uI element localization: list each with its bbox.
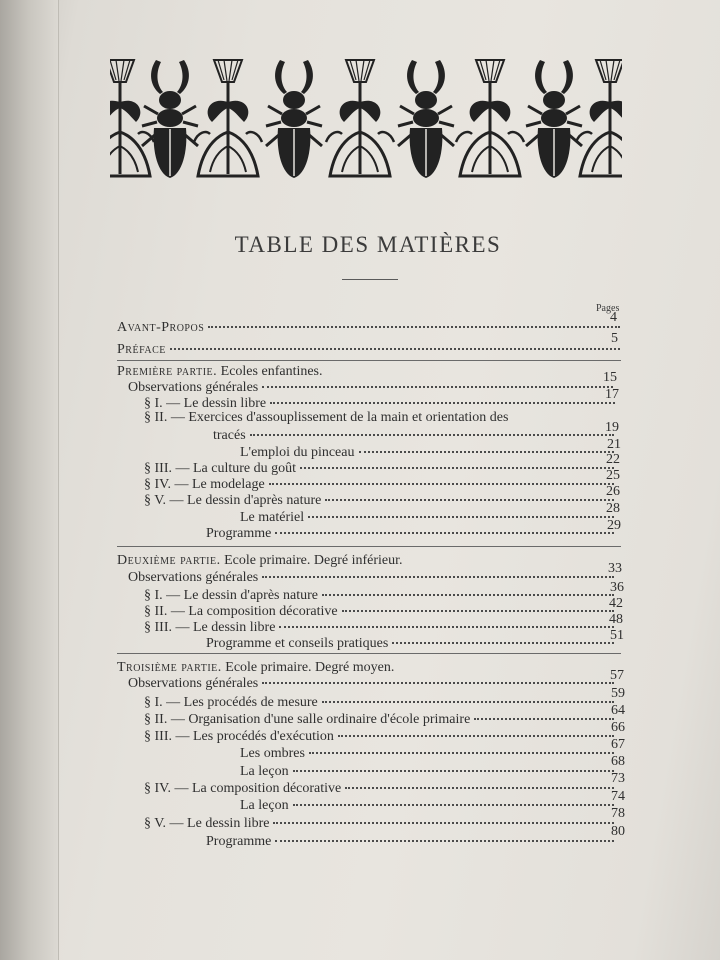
toc-entry-label: Observations générales [128, 676, 259, 691]
toc-entry-page: 29 [607, 518, 621, 533]
toc-entry[interactable] [240, 764, 618, 781]
toc-entry-label: § V. — Le dessin d'après nature [144, 493, 322, 508]
toc-entry-page: 22 [606, 452, 620, 467]
leader-dots [208, 326, 620, 328]
leader-dots [250, 434, 614, 436]
leader-dots [325, 499, 614, 501]
toc-entry-page: 57 [610, 668, 624, 683]
toc-entry[interactable] [213, 428, 618, 445]
toc-entry[interactable] [117, 342, 624, 359]
part-heading [117, 660, 394, 676]
leader-dots [273, 822, 614, 824]
toc-entry-page: 36 [610, 580, 624, 595]
toc-entry[interactable] [240, 798, 618, 815]
leader-dots [262, 576, 614, 578]
toc-entry-label: § I. — Le dessin d'après nature [144, 588, 318, 603]
toc-entry-label: Programme et conseils pratiques [206, 636, 389, 651]
part-subtitle: Ecole primaire. Degré inférieur. [224, 553, 403, 568]
part-subtitle: Ecoles enfantines. [220, 364, 323, 379]
section-divider [117, 360, 621, 361]
toc-entry-label: § I. — Les procédés de mesure [144, 695, 318, 710]
toc-entry-label: § II. — Exercices d'assouplissement de la main et orientation des [144, 410, 509, 425]
toc-entry[interactable] [240, 746, 618, 763]
toc-entry-page: 59 [611, 686, 625, 701]
leader-dots [293, 804, 614, 806]
leader-dots [322, 701, 614, 703]
toc-entry-label: § IV. — La composition décorative [144, 781, 342, 796]
toc-entry-label: Avant-Propos [117, 320, 205, 335]
toc-entry-label: § I. — Le dessin libre [144, 396, 267, 411]
toc-entry-page: 48 [609, 612, 623, 627]
leader-dots [338, 735, 614, 737]
part-heading [117, 364, 323, 380]
part-heading [117, 553, 403, 569]
toc-entry-label: § III. — Le dessin libre [144, 620, 276, 635]
toc-entry-label: § II. — Organisation d'une salle ordinaire d'école primaire [144, 712, 471, 727]
leader-dots [262, 682, 614, 684]
toc-entry[interactable] [144, 729, 618, 746]
part-name: Première partie. [117, 364, 218, 379]
leader-dots [270, 402, 615, 404]
toc-entry-label: Les ombres [240, 746, 305, 761]
toc-entry-page: 42 [609, 596, 623, 611]
leader-dots [262, 386, 613, 388]
toc-entry[interactable] [144, 781, 618, 798]
toc-entry-page: 73 [611, 771, 625, 786]
leader-dots [308, 516, 614, 518]
toc-entry-label: § II. — La composition décorative [144, 604, 338, 619]
toc-entry[interactable] [144, 712, 618, 729]
toc-entry-label: § III. — La culture du goût [144, 461, 297, 476]
leader-dots [392, 642, 614, 644]
toc-entry-page: 68 [611, 754, 625, 769]
toc-entry[interactable] [206, 636, 618, 653]
toc-entry[interactable] [206, 526, 618, 543]
toc-entry-label: Observations générales [128, 570, 259, 585]
part-name: Deuxième partie. [117, 553, 221, 568]
toc-entry-page: 66 [611, 720, 625, 735]
toc-entry-page: 74 [611, 789, 625, 804]
toc-entry-page: 25 [606, 468, 620, 483]
toc-entry[interactable] [240, 445, 618, 462]
toc-entry-page: 17 [605, 387, 619, 402]
toc-entry[interactable] [128, 570, 618, 587]
toc-entry[interactable] [128, 380, 617, 397]
toc-entry-label: tracés [213, 428, 246, 443]
toc-entry-label: L'emploi du pinceau [240, 445, 355, 460]
leader-dots [300, 467, 614, 469]
toc-entry-page: 21 [607, 437, 621, 452]
toc-entry-label: § IV. — Le modelage [144, 477, 265, 492]
leader-dots [293, 770, 614, 772]
leader-dots [170, 348, 620, 350]
part-subtitle: Ecole primaire. Degré moyen. [225, 660, 395, 675]
toc-entry-label: Programme [206, 526, 272, 541]
page-title: TABLE DES MATIÈRES [234, 232, 502, 257]
toc-entry-label: § III. — Les procédés d'exécution [144, 729, 334, 744]
toc-entry[interactable] [240, 510, 618, 527]
toc-entry-label: La leçon [240, 798, 289, 813]
leader-dots [279, 626, 614, 628]
toc-entry-page: 19 [605, 420, 619, 435]
toc-entry[interactable] [144, 620, 618, 637]
toc-entry[interactable] [144, 695, 618, 712]
leader-dots [345, 787, 614, 789]
toc-entry-page: 33 [608, 561, 622, 576]
toc-entry-label: § V. — Le dessin libre [144, 816, 270, 831]
toc-entry-page: 28 [606, 501, 620, 516]
toc-entry-page: 5 [611, 331, 618, 346]
part-name: Troisième partie. [117, 660, 222, 675]
leader-dots [269, 483, 614, 485]
toc-entry[interactable] [144, 816, 618, 833]
toc-entry-page: 67 [611, 737, 625, 752]
toc-entry-page: 4 [610, 310, 617, 325]
section-divider [117, 546, 621, 547]
leader-dots [275, 532, 614, 534]
toc-entry-page: 78 [611, 806, 625, 821]
leader-dots [309, 752, 614, 754]
toc-entry[interactable] [117, 320, 624, 337]
leader-dots [322, 594, 614, 596]
toc-entry[interactable] [144, 410, 624, 427]
toc-entry-page: 80 [611, 824, 625, 839]
toc-entry-label: Observations générales [128, 380, 259, 395]
toc-entry-page: 15 [603, 370, 617, 385]
leader-dots [342, 610, 614, 612]
section-divider [117, 653, 621, 654]
toc-entry[interactable] [144, 477, 618, 494]
toc-entry-label: Préface [117, 342, 166, 357]
leader-dots [359, 451, 615, 453]
toc-entry-page: 64 [611, 703, 625, 718]
leader-dots [474, 718, 614, 720]
toc-entry[interactable] [144, 588, 618, 605]
toc-entry-label: Le matériel [240, 510, 305, 525]
toc-entry[interactable] [144, 493, 618, 510]
toc-entry-label: La leçon [240, 764, 289, 779]
toc-entry[interactable] [128, 676, 618, 693]
toc-entry[interactable] [144, 461, 618, 478]
pages-column-label: Pages [596, 303, 620, 314]
toc-entry[interactable] [206, 834, 618, 851]
toc-entry[interactable] [144, 604, 618, 621]
leader-dots [275, 840, 614, 842]
toc-entry-page: 26 [606, 484, 620, 499]
toc-entry-page: 51 [610, 628, 624, 643]
toc-entry-label: Programme [206, 834, 272, 849]
